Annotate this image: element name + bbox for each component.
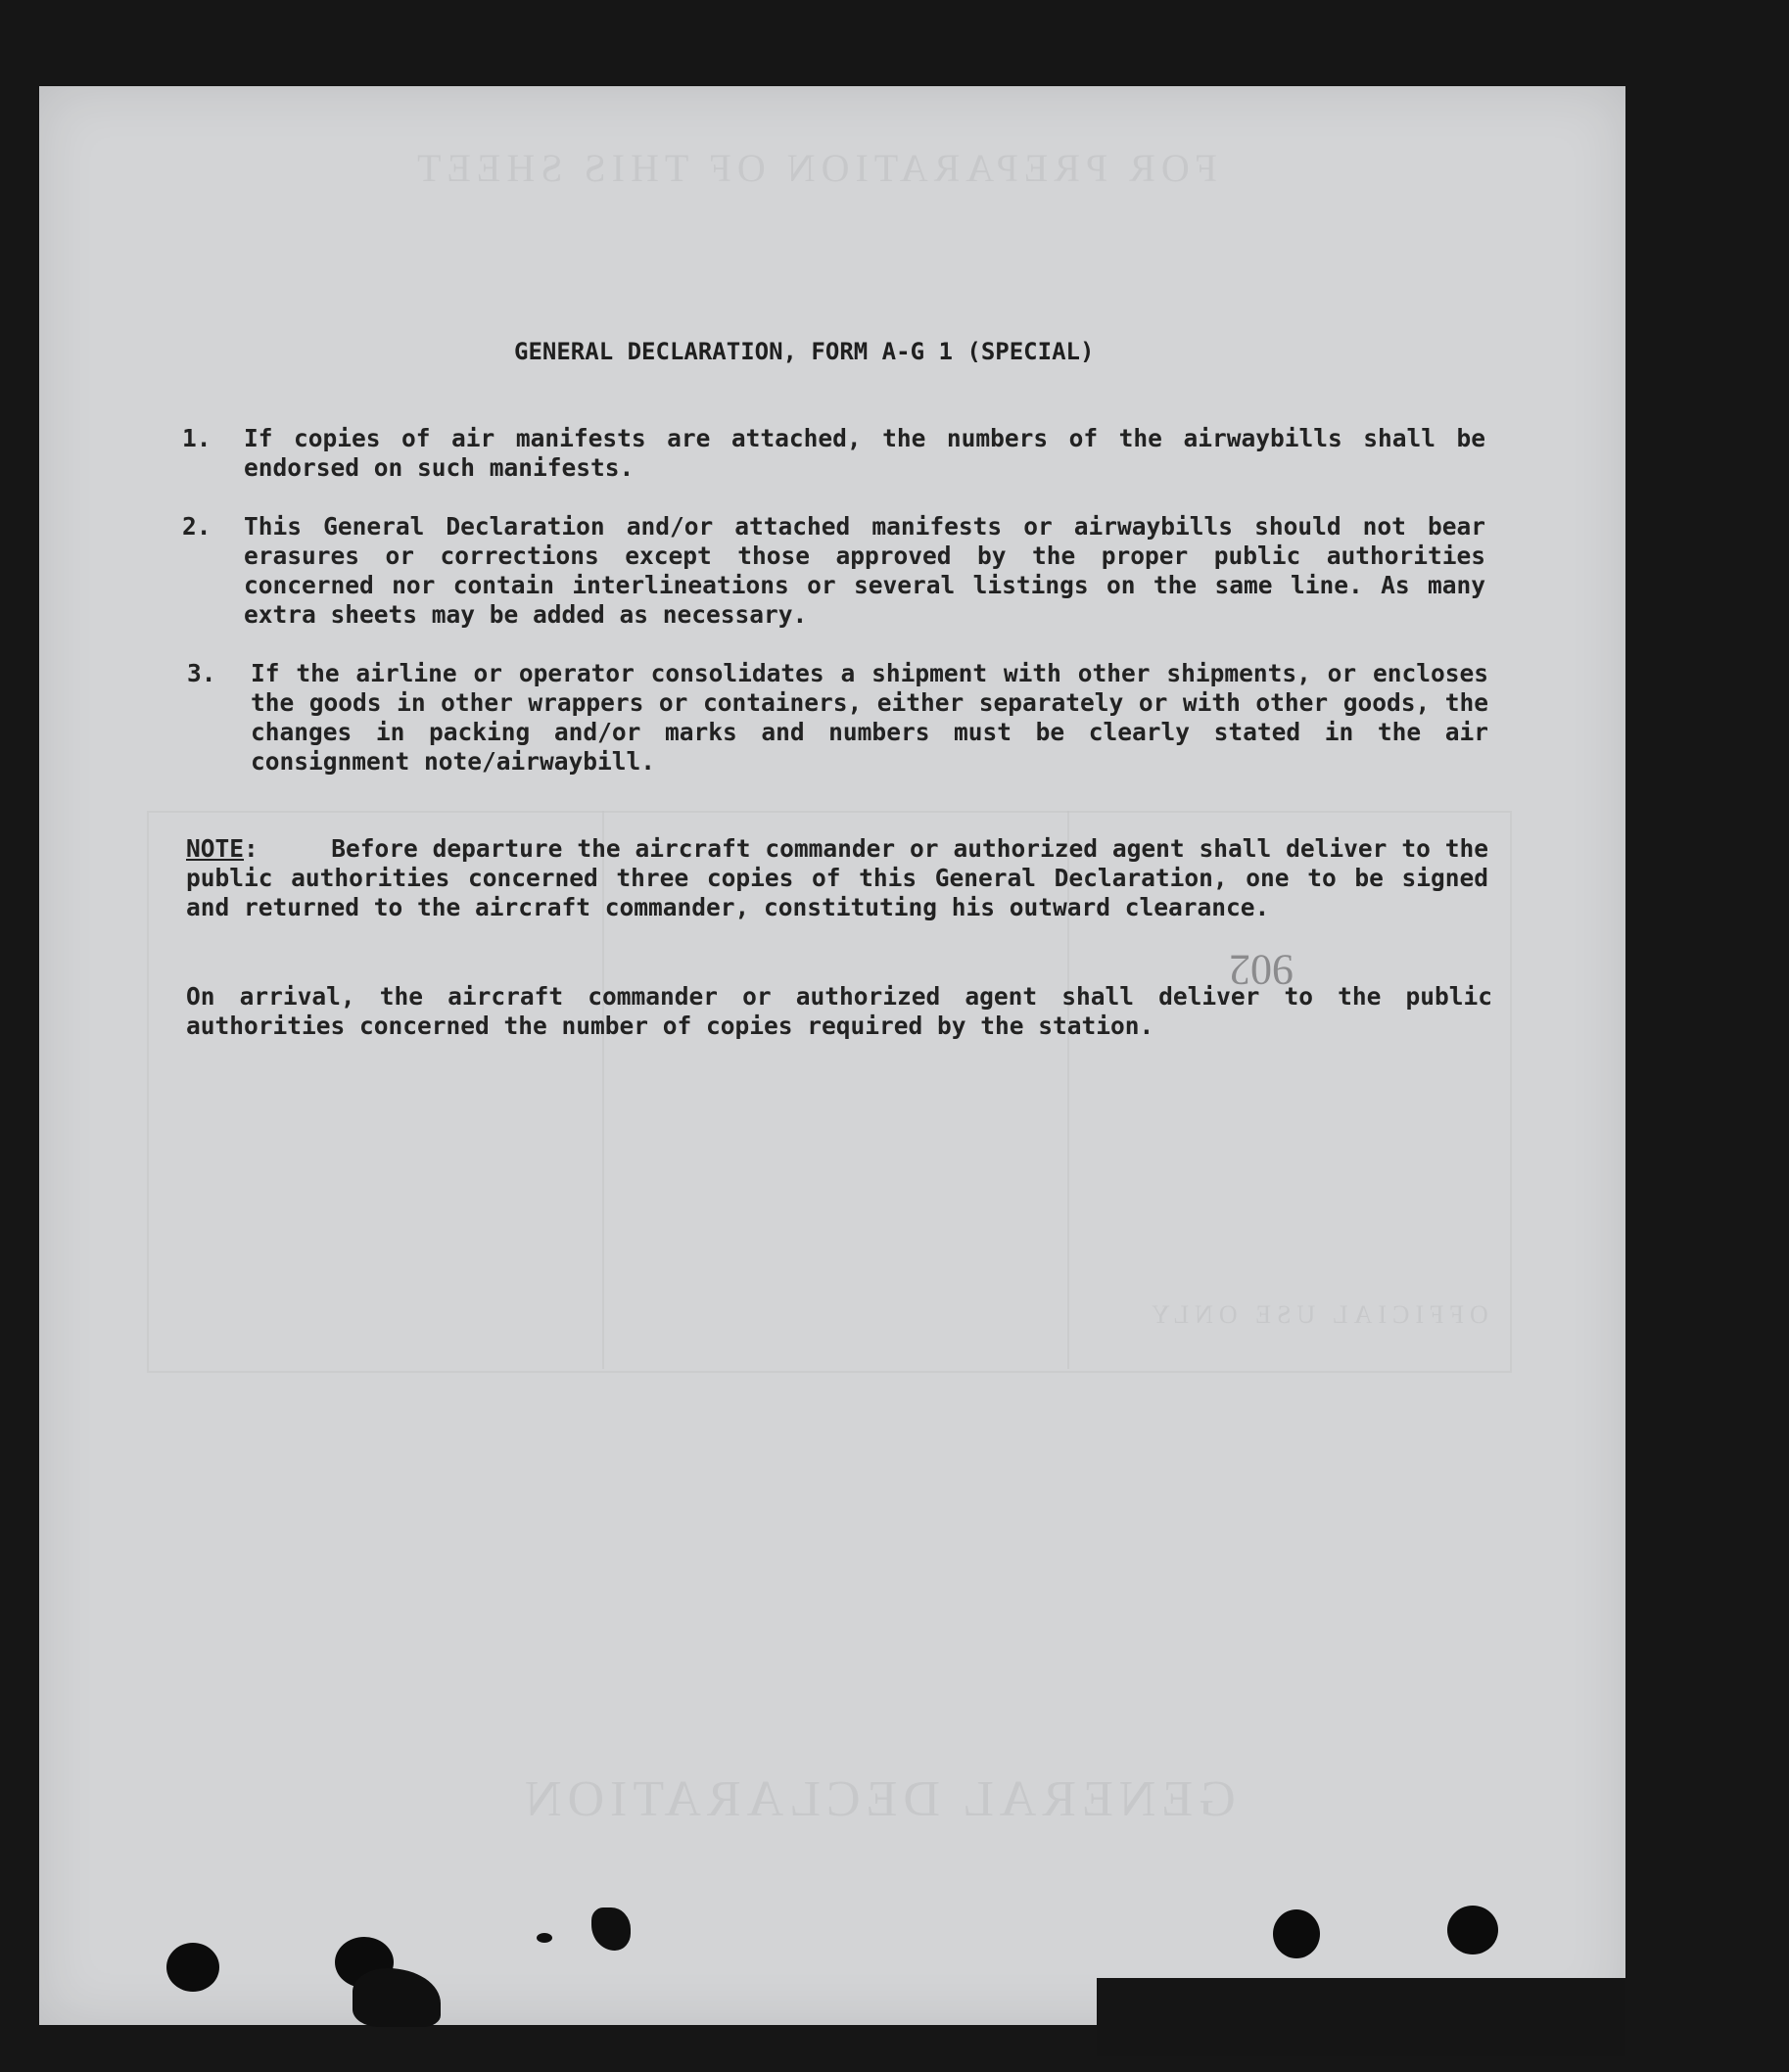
punch-hole xyxy=(1273,1909,1320,1958)
item-number: 3. xyxy=(187,659,216,687)
paper-sheet xyxy=(39,86,1625,2025)
note-label: NOTE xyxy=(186,834,245,863)
item-text: If the airline or operator consolidates a shipment with other shipments, or encloses the goods in other wrappers or containers, either separately or with other goods, the changes in packing and/or marks and numbers must be clearly stated in the air consignment note/airwaybill. xyxy=(251,659,1488,776)
item-text: If copies of air manifests are attached, the numbers of the airwaybills shall be endorsed on such manifests. xyxy=(244,424,1485,482)
arrival-paragraph: On arrival, the aircraft commander or authorized agent shall deliver to the public authorities concerned the number of copies required by the station. xyxy=(186,982,1492,1040)
item-number: 2. xyxy=(182,512,212,541)
punch-hole xyxy=(166,1943,219,1992)
item-text: This General Declaration and/or attached manifests or airwaybills should not bear erasures or corrections except those approved by the proper public authorities concerned nor contain interlineations or several listings on the same line. As many extra sheets may be added as necessary. xyxy=(244,512,1485,629)
note-text: Before departure the aircraft commander or authorized agent shall deliver to the public authorities concerned three copies of this General Declaration, one to be signed and returned to the aircraft commander, constituting his outward clearance. xyxy=(186,834,1488,921)
show-through-official: OFFICIAL USE ONLY xyxy=(1146,1300,1488,1329)
punch-hole xyxy=(1447,1906,1498,1954)
page-title: GENERAL DECLARATION, FORM A-G 1 (SPECIAL) xyxy=(514,338,1095,365)
show-through-heading: FOR PREPARATION OF THIS SHEET xyxy=(411,146,1218,190)
tear-mark xyxy=(537,1933,552,1943)
torn-edge xyxy=(1097,1978,1625,2056)
show-through-title: GENERAL DECLARATION xyxy=(519,1771,1236,1827)
note-paragraph: NOTE: Before departure the aircraft commander or authorized agent shall deliver to the public authorities concerned three copies of this General Declaration, one to be signed and returned to the aircraft commander, constituting his outward clearance. xyxy=(186,834,1488,921)
item-number: 1. xyxy=(182,424,212,452)
stamp-number: 902 xyxy=(1229,946,1294,994)
